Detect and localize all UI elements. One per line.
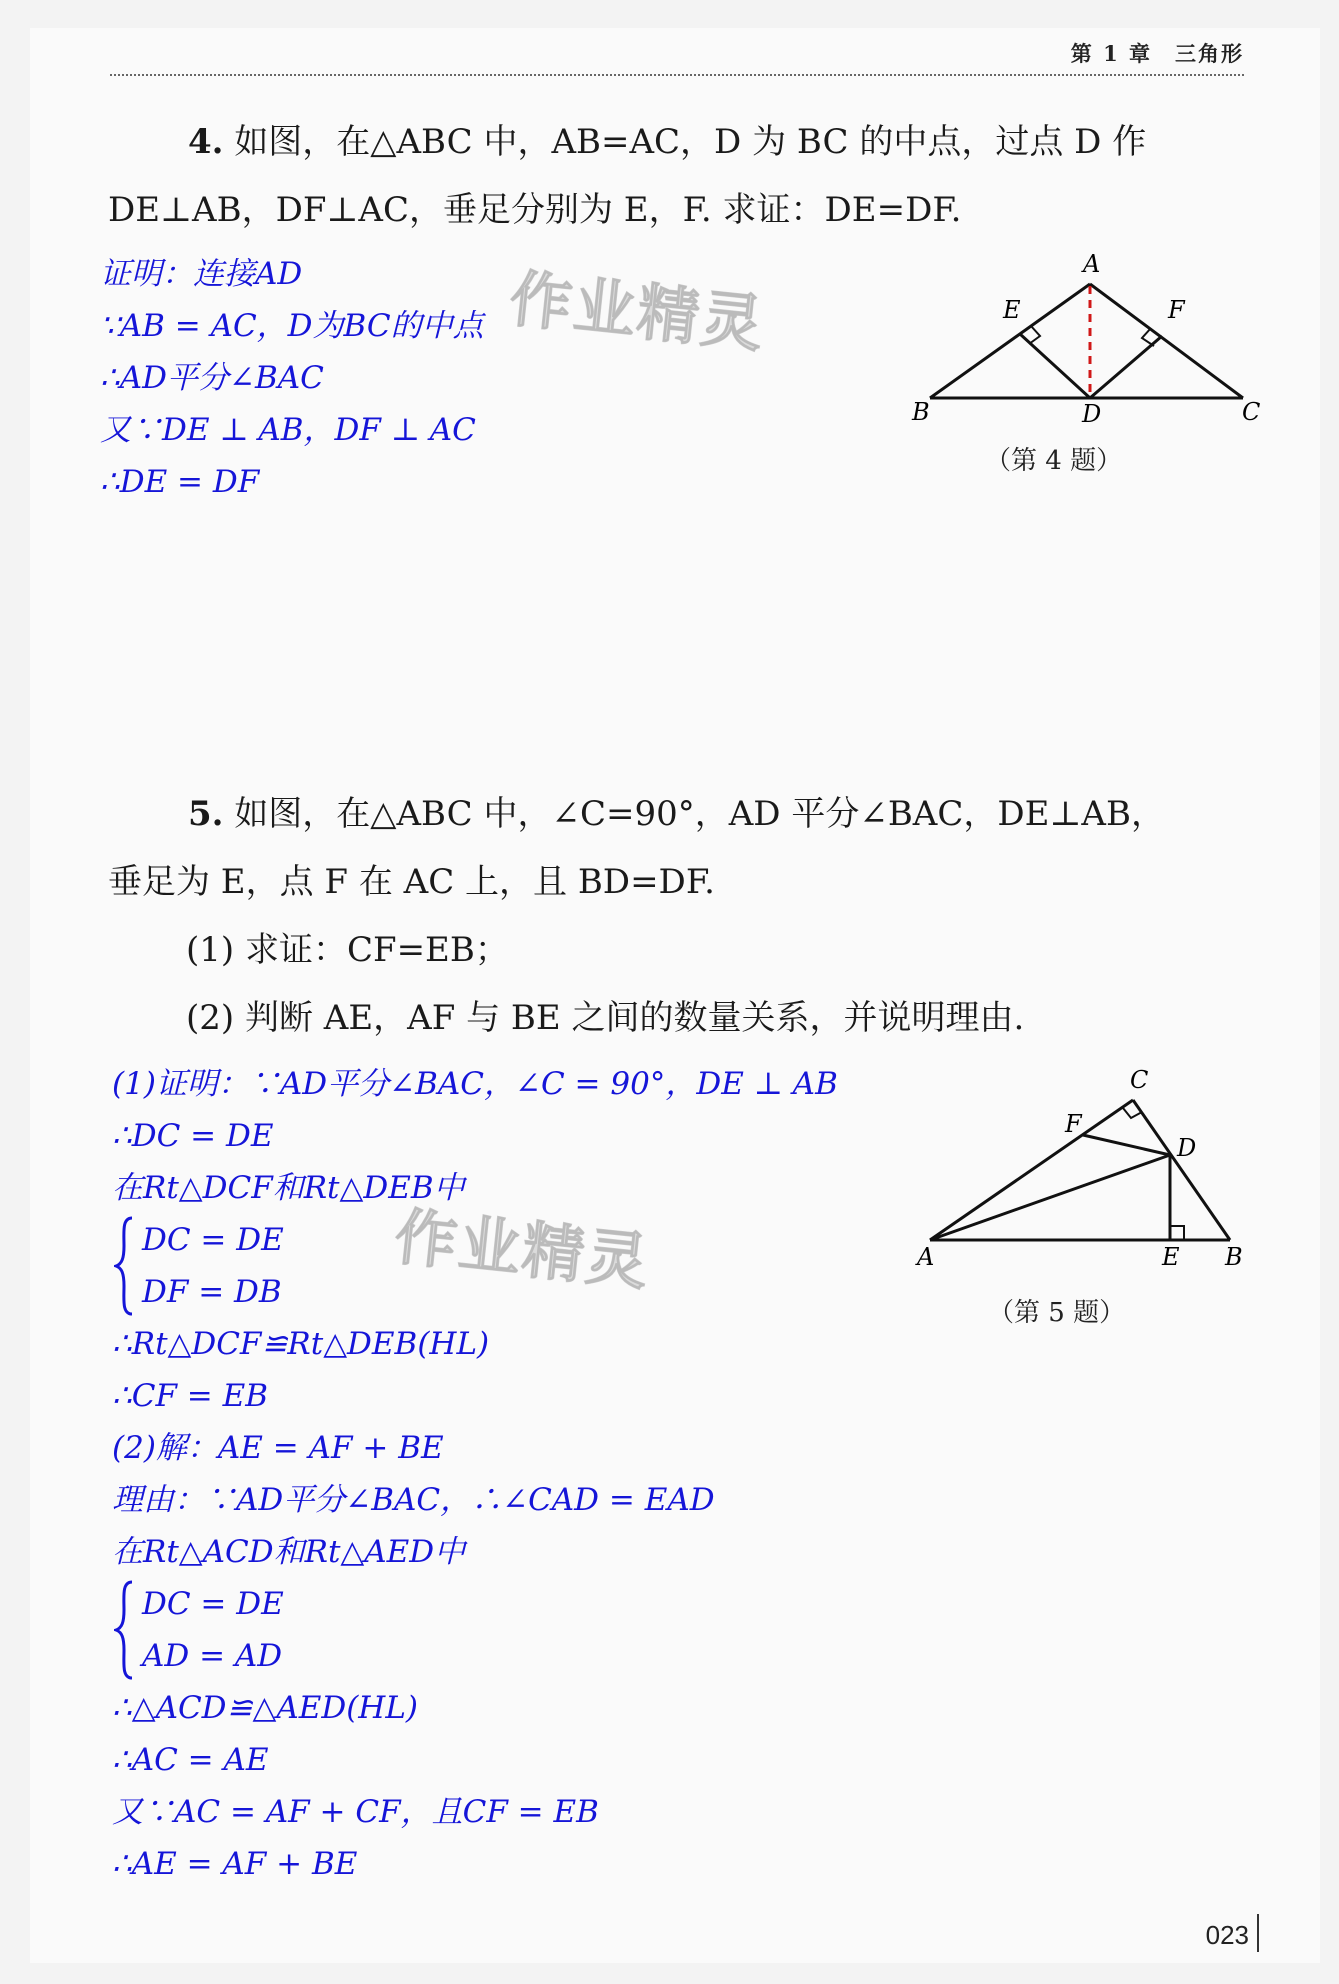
solution-5 (112, 1058, 838, 1890)
header-divider (110, 74, 1244, 76)
solution-4-line: 证明：连接AD (100, 256, 303, 292)
question-4-number: 4. (188, 122, 224, 162)
solution-5-line: 理由：∵AD平分∠BAC，∴∠CAD = EAD (112, 1482, 715, 1518)
solution-5-line: (2)解：AE = AF + BE (112, 1430, 444, 1466)
question-4 (108, 108, 1248, 244)
left-brace-icon (114, 1580, 136, 1680)
solution-5-line: ∴DC = DE (112, 1118, 274, 1154)
watermark: 作业精灵 (391, 1199, 654, 1300)
label-c: C (1130, 1066, 1149, 1094)
question-4-text-1: 如图，在△ABC 中，AB=AC，D 为 BC 的中点，过点 D 作 (234, 122, 1147, 162)
solution-5-line: 又∵AC = AF + CF，且CF = EB (112, 1794, 599, 1830)
label-a: A (1083, 250, 1101, 278)
question-5-text-2: 垂足为 E，点 F 在 AC 上，且 BD=DF. (108, 862, 715, 902)
question-5-line-1 (108, 780, 1248, 848)
solution-5-line: ∴AE = AF + BE (112, 1846, 358, 1882)
question-5-number: 5. (188, 794, 224, 834)
solution-5-line: ∴Rt△DCF≌Rt△DEB(HL) (112, 1326, 490, 1362)
solution-5-line: DF = DB (142, 1274, 282, 1310)
segment-cb (1133, 1100, 1230, 1240)
label-e: E (1162, 1243, 1180, 1271)
figure-5 (905, 1060, 1265, 1280)
right-angle-e (1029, 326, 1040, 344)
page-number: 023 (1205, 1920, 1249, 1950)
solution-5-line: DC = DE (142, 1586, 284, 1622)
solution-5-line: 在Rt△DCF和Rt△DEB中 (112, 1170, 465, 1206)
label-f: F (1065, 1110, 1082, 1138)
question-5-part-2: (2) 判断 AE，AF 与 BE 之间的数量关系，并说明理由. (186, 998, 1025, 1038)
label-c: C (1242, 398, 1260, 426)
segment-fd (1083, 1135, 1170, 1155)
segment-ad (930, 1155, 1170, 1240)
label-f: F (1168, 296, 1185, 324)
solution-5-line: ∴CF = EB (112, 1378, 269, 1414)
left-brace-icon (114, 1216, 136, 1316)
label-b: B (1225, 1243, 1243, 1271)
page-number-bar (1257, 1914, 1259, 1952)
brace-system-2 (112, 1578, 838, 1682)
label-b: B (912, 398, 930, 426)
label-a: A (917, 1243, 935, 1271)
figure-4-caption: （第 4 题） (985, 446, 1123, 476)
solution-4-line: ∴AD平分∠BAC (100, 360, 324, 396)
question-5-text-1: 如图，在△ABC 中，∠C=90°，AD 平分∠BAC，DE⊥AB， (234, 794, 1165, 834)
solution-4-line: 又∵DE ⊥ AB，DF ⊥ AC (100, 412, 476, 448)
right-angle-e (1170, 1226, 1184, 1240)
solution-4-line: ∵AB = AC，D为BC的中点 (100, 308, 484, 344)
solution-5-line: ∴AC = AE (112, 1742, 269, 1778)
segment-ac (1090, 284, 1243, 398)
question-4-text-2: DE⊥AB，DF⊥AC，垂足分别为 E，F. 求证：DE=DF. (108, 190, 962, 230)
solution-5-line: AD = AD (142, 1638, 283, 1674)
label-d: D (1082, 400, 1102, 428)
solution-5-line: DC = DE (142, 1222, 284, 1258)
figure-4 (900, 250, 1260, 430)
label-e: E (1003, 296, 1021, 324)
question-4-line-1 (108, 108, 1248, 176)
solution-5-line: (1)证明：∵AD平分∠BAC，∠C = 90°，DE ⊥ AB (112, 1066, 838, 1102)
figure-5-caption: （第 5 题） (988, 1298, 1126, 1328)
solution-4-line: ∴DE = DF (100, 464, 260, 500)
question-5-part-1: (1) 求证：CF=EB； (186, 930, 509, 970)
solution-4 (100, 248, 484, 508)
watermark: 作业精灵 (506, 261, 769, 362)
segment-ac (930, 1100, 1133, 1240)
chapter-header: 第 1 章 三角形 (1070, 41, 1244, 66)
solution-5-line: 在Rt△ACD和Rt△AED中 (112, 1534, 466, 1570)
question-5 (108, 780, 1248, 1052)
solution-5-line: ∴△ACD≌△AED(HL) (112, 1690, 419, 1726)
label-d: D (1177, 1134, 1197, 1162)
